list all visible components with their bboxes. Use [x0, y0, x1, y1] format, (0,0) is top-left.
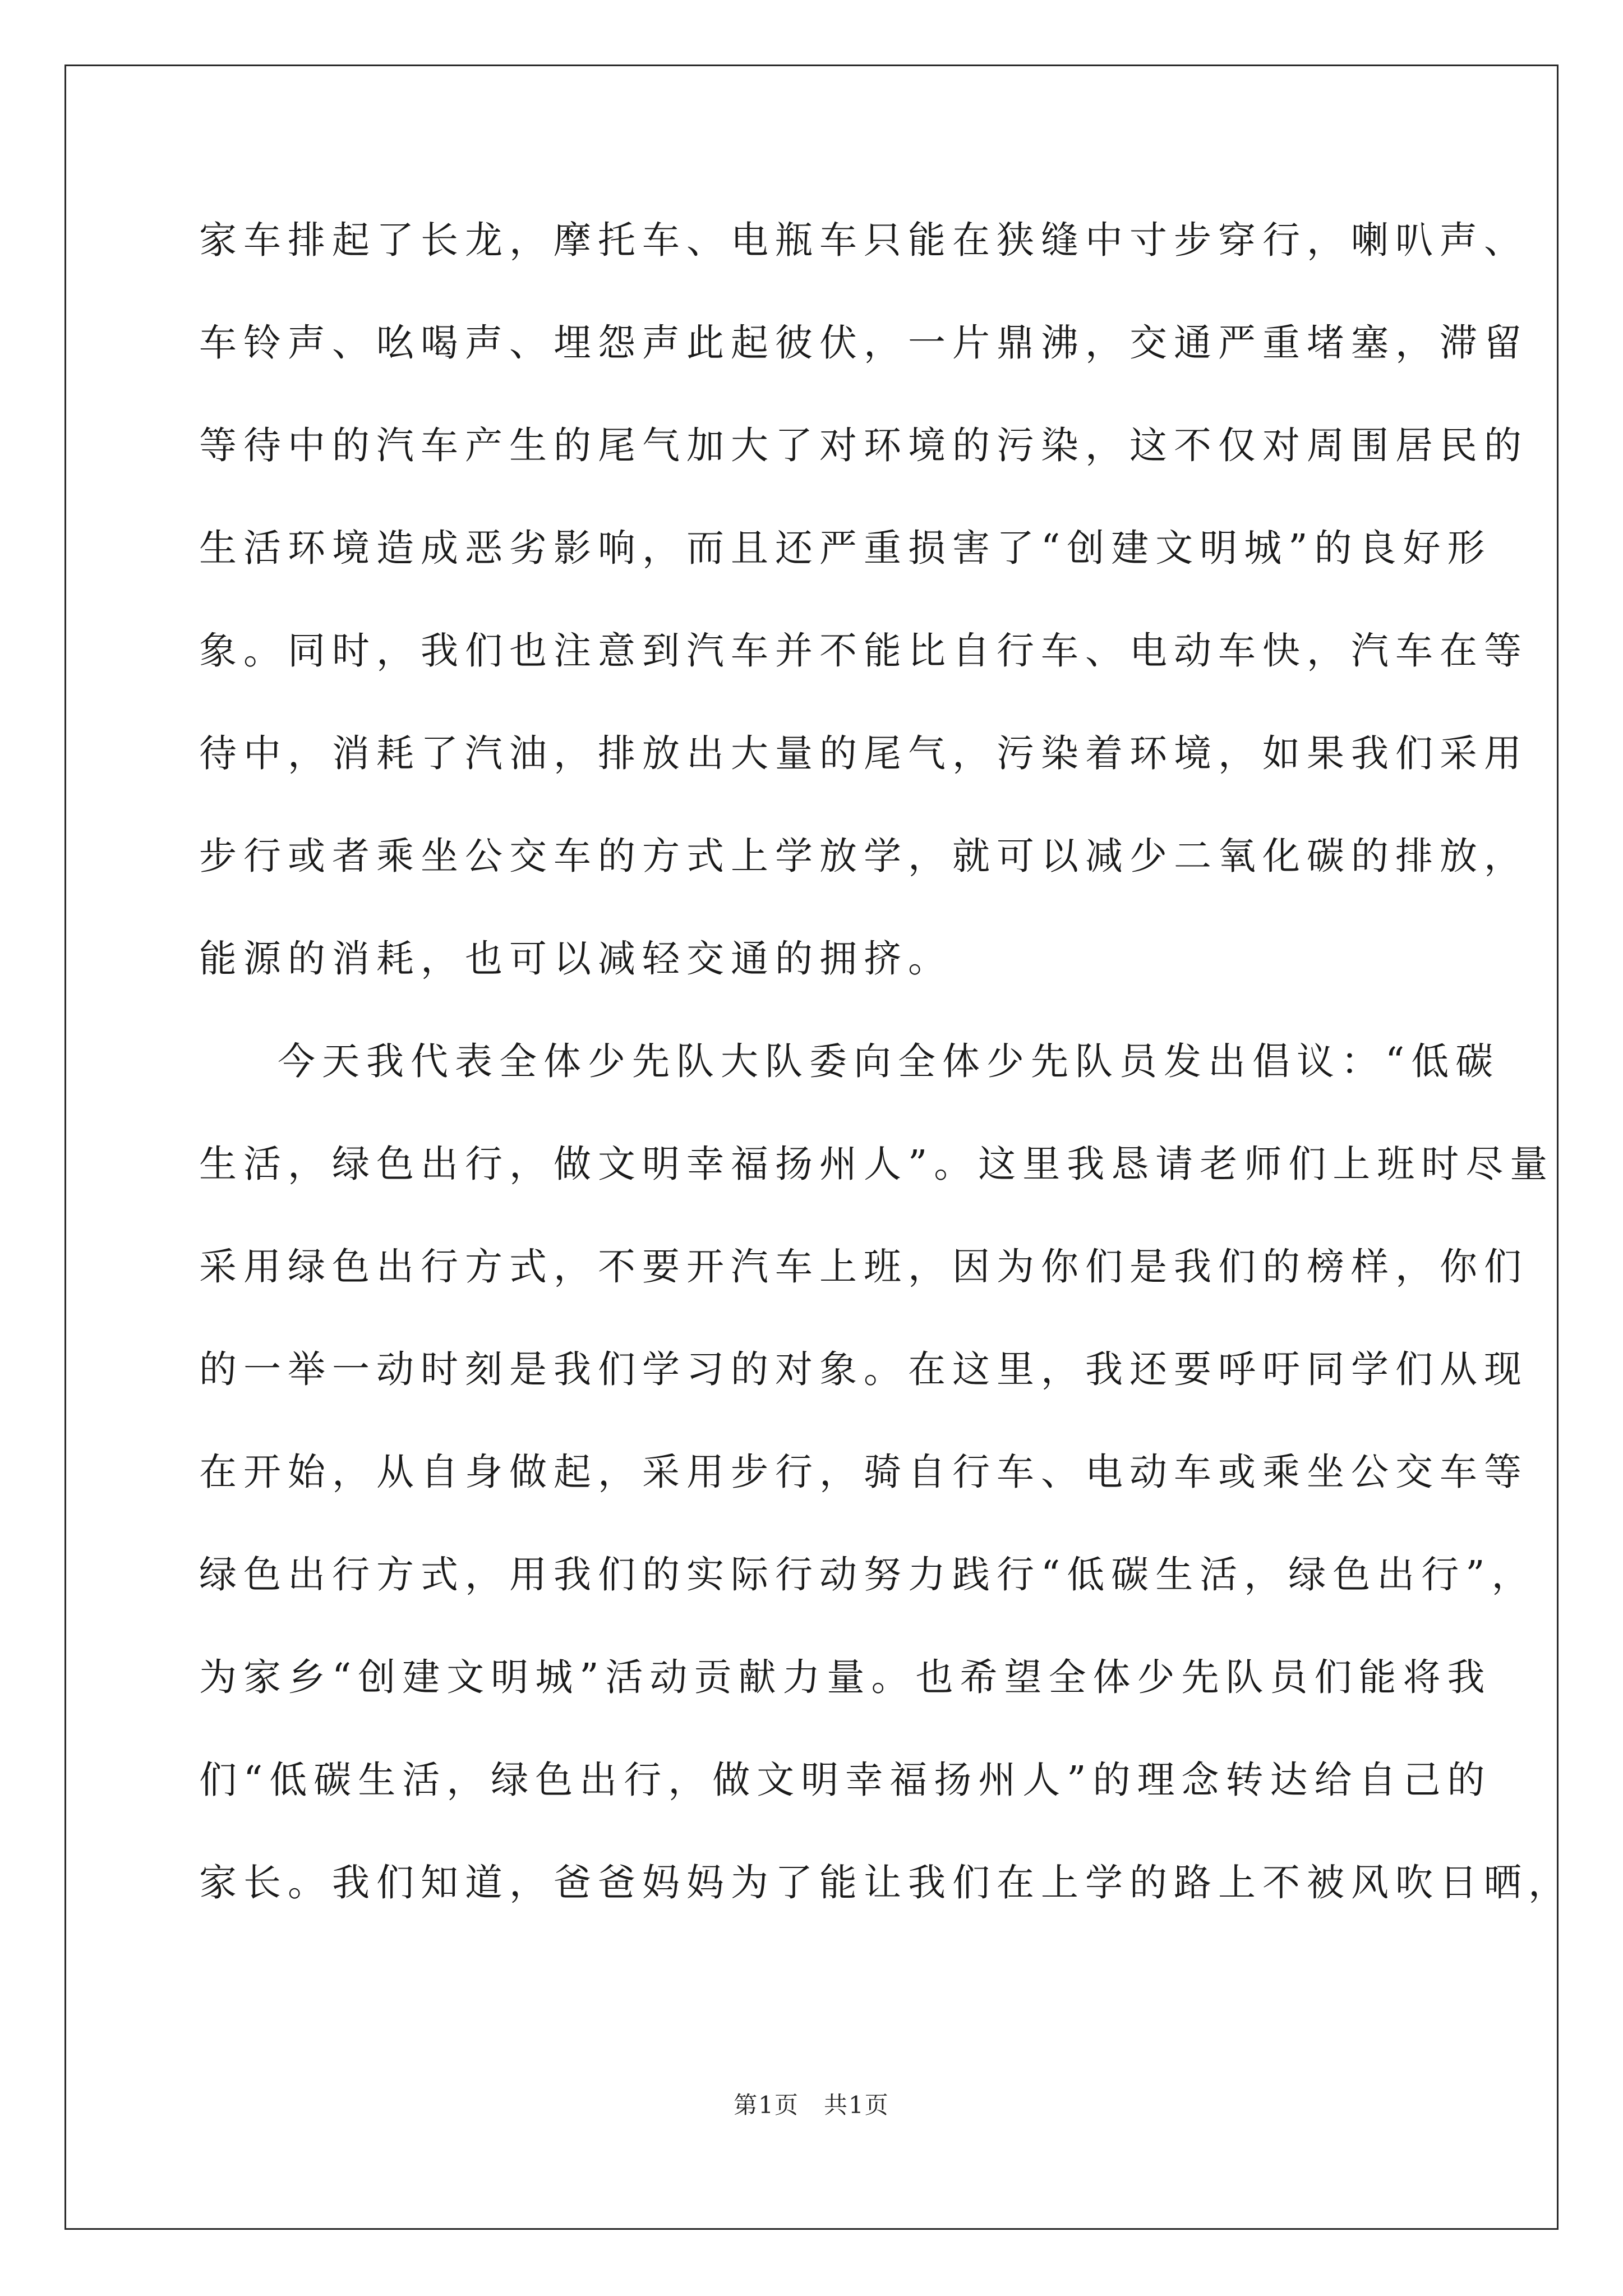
text-line: 们“低碳生活，绿色出行，做文明幸福扬州人”的理念转达给自己的	[199, 1758, 1492, 1802]
text-line: 能源的消耗，也可以减轻交通的拥挤。	[199, 937, 952, 981]
text-line: 象。同时，我们也注意到汽车并不能比自行车、电动车快，汽车在等	[199, 629, 1528, 673]
text-line: 生活，绿色出行，做文明幸福扬州人”。这里我恳请老师们上班时尽量	[199, 1142, 1555, 1186]
text-line: 车铃声、吆喝声、埋怨声此起彼伏，一片鼎沸，交通严重堵塞，滞留	[199, 321, 1528, 365]
text-line: 等待中的汽车产生的尾气加大了对环境的污染，这不仅对周围居民的	[199, 424, 1528, 467]
text-line: 在开始，从自身做起，采用步行，骑自行车、电动车或乘坐公交车等	[199, 1450, 1528, 1494]
page-number-footer: 第1页 共1页	[734, 2091, 889, 2119]
paragraph-first-line: 今天我代表全体少先队大队委向全体少先队员发出倡议：“低碳	[278, 1039, 1500, 1083]
text-line: 待中，消耗了汽油，排放出大量的尾气，污染着环境，如果我们采用	[199, 731, 1528, 775]
text-line: 为家乡“创建文明城”活动贡献力量。也希望全体少先队员们能将我	[199, 1655, 1492, 1699]
text-line: 家长。我们知道，爸爸妈妈为了能让我们在上学的路上不被风吹日晒，	[199, 1861, 1573, 1904]
text-line: 绿色出行方式，用我们的实际行动努力践行“低碳生活，绿色出行”，	[199, 1553, 1536, 1596]
text-line: 家车排起了长龙，摩托车、电瓶车只能在狭缝中寸步穿行，喇叭声、	[199, 218, 1528, 262]
text-line: 的一举一动时刻是我们学习的对象。在这里，我还要呼吁同学们从现	[199, 1347, 1528, 1391]
text-line: 生活环境造成恶劣影响，而且还严重损害了“创建文明城”的良好形	[199, 526, 1492, 570]
text-line: 步行或者乘坐公交车的方式上学放学，就可以减少二氧化碳的排放，	[199, 834, 1528, 878]
text-line: 采用绿色出行方式，不要开汽车上班，因为你们是我们的榜样，你们	[199, 1245, 1528, 1289]
